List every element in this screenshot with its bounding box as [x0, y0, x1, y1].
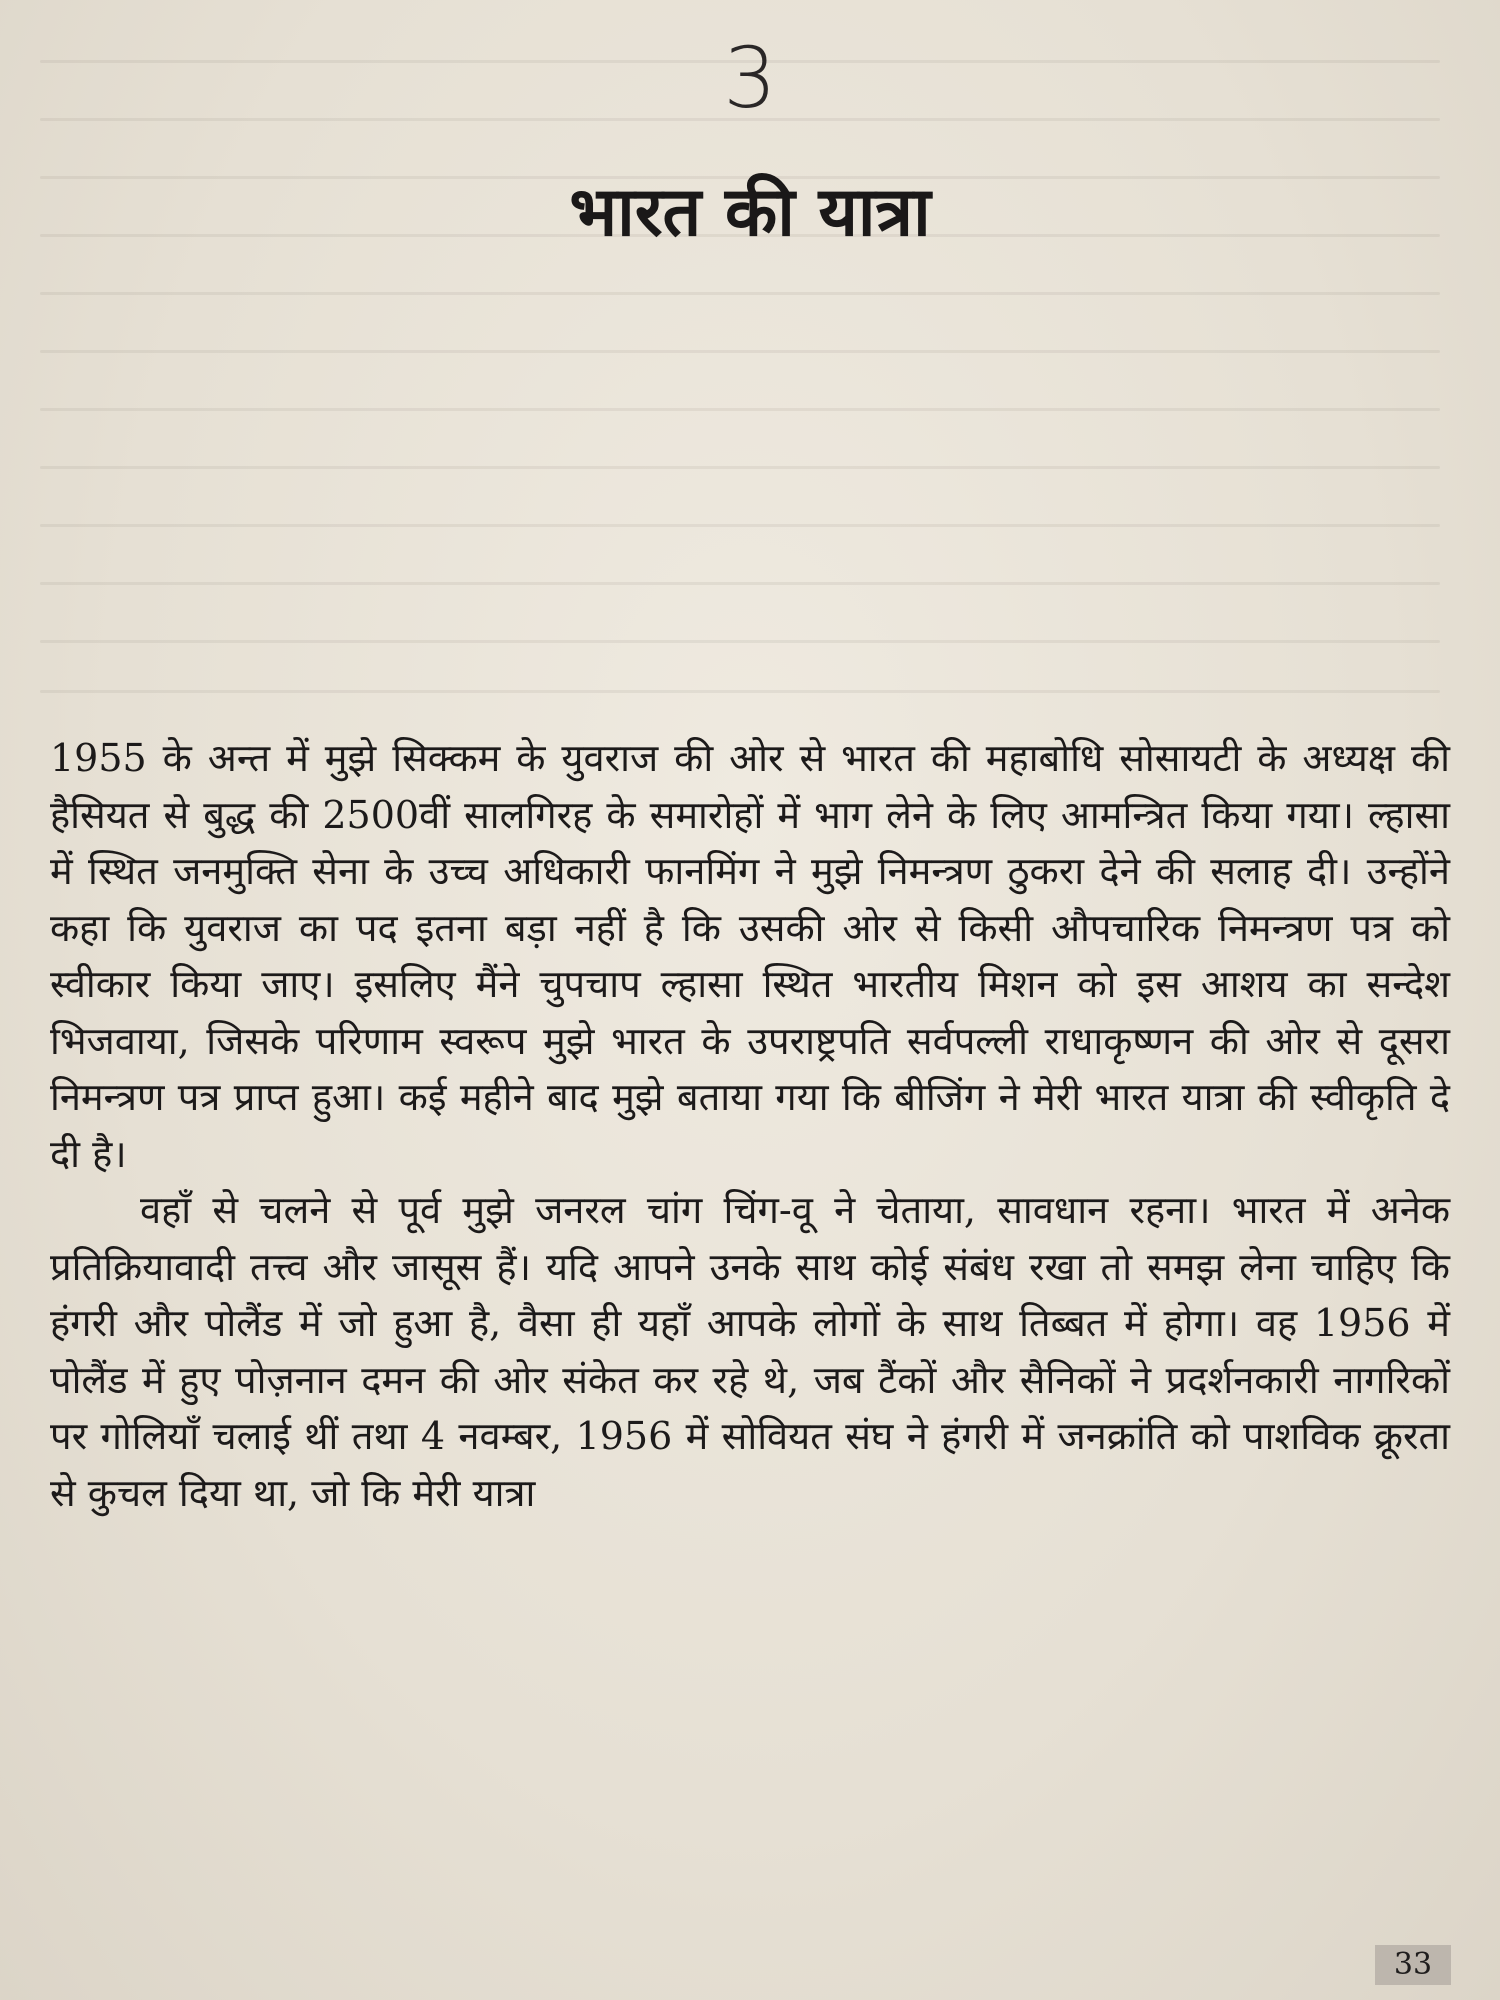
paragraph: वहाँ से चलने से पूर्व मुझे जनरल चांग चिंग-वू ने चेताया, सावधान रहना। भारत में अनेक प्रतिक्रियावादी तत्त्व और जासूस हैं। यदि आपने उनके साथ कोई संबंध रखा तो समझ लेना चाहिए कि हंगरी और पोलैंड में जो हुआ है, वैसा ही यहाँ आपके लोगों के साथ तिब्बत में होगा। वह 1956 में पोलैंड में हुए पोज़नान दमन की ओर संकेत कर रहे थे, जब टैंकों और सैनिकों ने प्रदर्शनकारी नागरिकों पर गोलियाँ चलाई थीं तथा 4 नवम्बर, 1956 में सोवियत संघ ने हंगरी में जनक्रांति को पाशविक क्रूरता से कुचल दिया था, जो कि मेरी यात्रा [50, 1188, 1450, 1515]
bleed-through-line [40, 524, 1440, 527]
page-number: 33 [1375, 1945, 1451, 1985]
bleed-through-line [40, 582, 1440, 585]
body-text [50, 730, 1450, 1521]
bleed-through-line [40, 292, 1440, 295]
bleed-through-line [40, 408, 1440, 411]
chapter-title: भारत की यात्रा [569, 173, 931, 252]
bleed-through-line [40, 350, 1440, 353]
bleed-through-line [40, 690, 1440, 693]
chapter-number: 3 [723, 29, 777, 127]
paragraph: 1955 के अन्त में मुझे सिक्कम के युवराज की ओर से भारत की महाबोधि सोसायटी के अध्यक्ष की हैसियत से बुद्ध की 2500वीं सालगिरह के समारोहों में भाग लेने के लिए आमन्त्रित किया गया। ल्हासा में स्थित जनमुक्ति सेना के उच्च अधिकारी फानमिंग ने मुझे निमन्त्रण ठुकरा देने की सलाह दी। उन्होंने कहा कि युवराज का पद इतना बड़ा नहीं है कि उसकी ओर से किसी औपचारिक निमन्त्रण पत्र को स्वीकार किया जाए। इसलिए मैंने चुपचाप ल्हासा स्थित भारतीय मिशन को इस आशय का सन्देश भिजवाया, जिसके परिणाम स्वरूप मुझे भारत के उपराष्ट्रपति सर्वपल्ली राधाकृष्णन की ओर से दूसरा निमन्त्रण पत्र प्राप्त हुआ। कई महीने बाद मुझे बताया गया कि बीजिंग ने मेरी भारत यात्रा की स्वीकृति दे दी है। [50, 736, 1450, 1176]
bleed-through-line [40, 466, 1440, 469]
bleed-through-line [40, 640, 1440, 643]
